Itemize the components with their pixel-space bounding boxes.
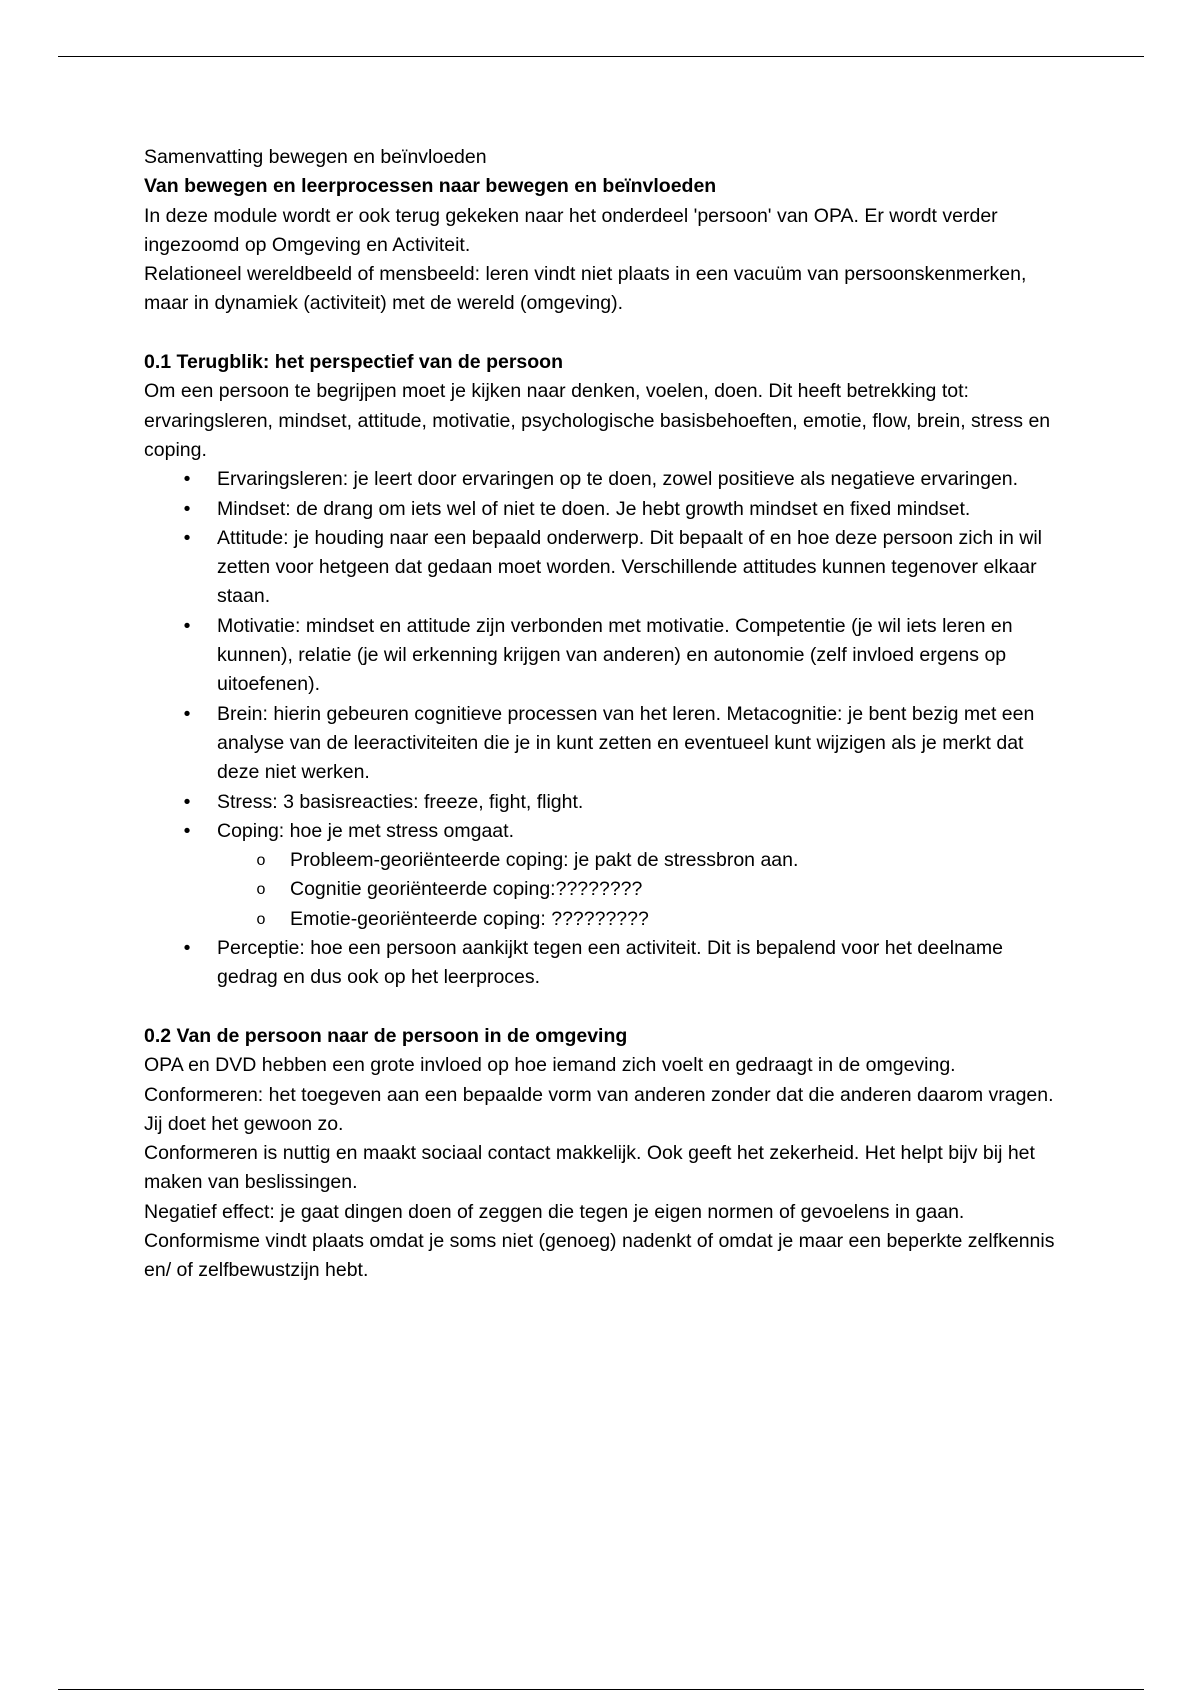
section-02-paragraph: Conformisme vindt plaats omdat je soms niet (genoeg) nadenkt of omdat je maar een beperkte zelfkennis en/ of zelfbewustzijn hebt. <box>144 1229 1055 1282</box>
footer-rule <box>58 1689 1144 1690</box>
circle-bullet-icon: o <box>256 881 266 899</box>
sub-list-item-text: Probleem-georiënteerde coping: je pakt de stressbron aan. <box>290 849 799 872</box>
sub-list-item-text: Cognitie georiënteerde coping:???????? <box>290 878 643 901</box>
document-title: Samenvatting bewegen en beïnvloeden <box>144 146 487 168</box>
list-item-text: Motivatie: mindset en attitude zijn verbonden met motivatie. Competentie (je wil iets leren en kunnen), relatie (je wil erkenning krijgen van anderen) en autonomie (zelf invloed ergens op uitoefenen). <box>217 614 1013 696</box>
list-item <box>183 788 1064 817</box>
spacer <box>144 993 1064 1022</box>
circle-bullet-icon: o <box>256 910 266 928</box>
section-01-heading: 0.1 Terugblik: het perspectief van de persoon <box>144 351 563 374</box>
list-item <box>183 612 1064 700</box>
intro-paragraph: Relationeel wereldbeeld of mensbeeld: leren vindt niet plaats in een vacuüm van persoonskenmerken, maar in dynamiek (activiteit) met de wereld (omgeving). <box>144 263 1027 315</box>
bullet-icon: • <box>183 614 191 637</box>
header-rule <box>58 56 1144 57</box>
list-item-text: Mindset: de drang om iets wel of niet te doen. Je hebt growth mindset en fixed mindset. <box>217 497 971 520</box>
sub-list-item <box>256 905 1064 934</box>
section-02-paragraph: Negatief effect: je gaat dingen doen of zeggen die tegen je eigen normen of gevoelens in gaan. <box>144 1200 965 1223</box>
list-item <box>183 934 1064 993</box>
coping-sub-list <box>217 846 1064 934</box>
circle-bullet-icon: o <box>256 852 266 870</box>
document-body <box>144 143 1064 1286</box>
list-item <box>183 700 1064 788</box>
bullet-icon: • <box>183 497 191 520</box>
list-item-text: Coping: hoe je met stress omgaat. <box>217 819 514 842</box>
bullet-icon: • <box>183 819 191 842</box>
sub-list-item-text: Emotie-georiënteerde coping: ????????? <box>290 907 649 930</box>
bullet-icon: • <box>183 526 191 549</box>
spacer <box>144 319 1064 348</box>
list-item-text: Ervaringsleren: je leert door ervaringen op te doen, zowel positieve als negatieve ervaringen. <box>217 468 1019 491</box>
list-item-text: Attitude: je houding naar een bepaald onderwerp. Dit bepaalt of en hoe deze persoon zich in wil zetten voor hetgeen dat gedaan moet worden. Verschillende attitudes kunnen tegenover elkaar staan. <box>217 526 1042 608</box>
list-item <box>183 524 1064 612</box>
section-02-heading: 0.2 Van de persoon naar de persoon in de omgeving <box>144 1024 628 1047</box>
sub-list-item <box>256 846 1064 875</box>
list-item <box>183 495 1064 524</box>
bullet-icon: • <box>183 937 191 960</box>
section-01-paragraph: Om een persoon te begrijpen moet je kijken naar denken, voelen, doen. Dit heeft betrekking tot: ervaringsleren, mindset, attitude, motivatie, psychologische basisbehoeften, emotie, flow, brein, stress en coping. <box>144 380 1051 461</box>
list-item <box>183 817 1064 934</box>
bullet-icon: • <box>183 468 191 491</box>
intro-paragraph: In deze module wordt er ook terug gekeken naar het onderdeel 'persoon' van OPA. Er wordt verder ingezoomd op Omgeving en Activiteit. <box>144 204 998 256</box>
bullet-icon: • <box>183 702 191 725</box>
intro-heading: Van bewegen en leerprocessen naar bewegen en beïnvloeden <box>144 175 717 198</box>
section-02-paragraph: Conformeren is nuttig en maakt sociaal contact makkelijk. Ook geeft het zekerheid. Het helpt bijv bij het maken van beslissingen. <box>144 1142 1035 1194</box>
list-item-text: Stress: 3 basisreacties: freeze, fight, flight. <box>217 790 584 813</box>
bullet-icon: • <box>183 790 191 813</box>
section-01-bullet-list <box>144 465 1064 992</box>
section-02-paragraph: OPA en DVD hebben een grote invloed op hoe iemand zich voelt en gedraagt in de omgeving. <box>144 1054 956 1077</box>
list-item-text: Brein: hierin gebeuren cognitieve processen van het leren. Metacognitie: je bent bezig met een analyse van de leeractiviteiten die je in kunt zetten en eventueel kunt wijzigen als je merkt dat deze niet werken. <box>217 702 1035 784</box>
sub-list-item <box>256 875 1064 904</box>
list-item-text: Perceptie: hoe een persoon aankijkt tegen een activiteit. Dit is bepalend voor het deelname gedrag en dus ook op het leerproces. <box>217 937 1003 989</box>
list-item <box>183 465 1064 494</box>
section-02-paragraph: Conformeren: het toegeven aan een bepaalde vorm van anderen zonder dat die anderen daarom vragen. Jij doet het gewoon zo. <box>144 1083 1054 1135</box>
